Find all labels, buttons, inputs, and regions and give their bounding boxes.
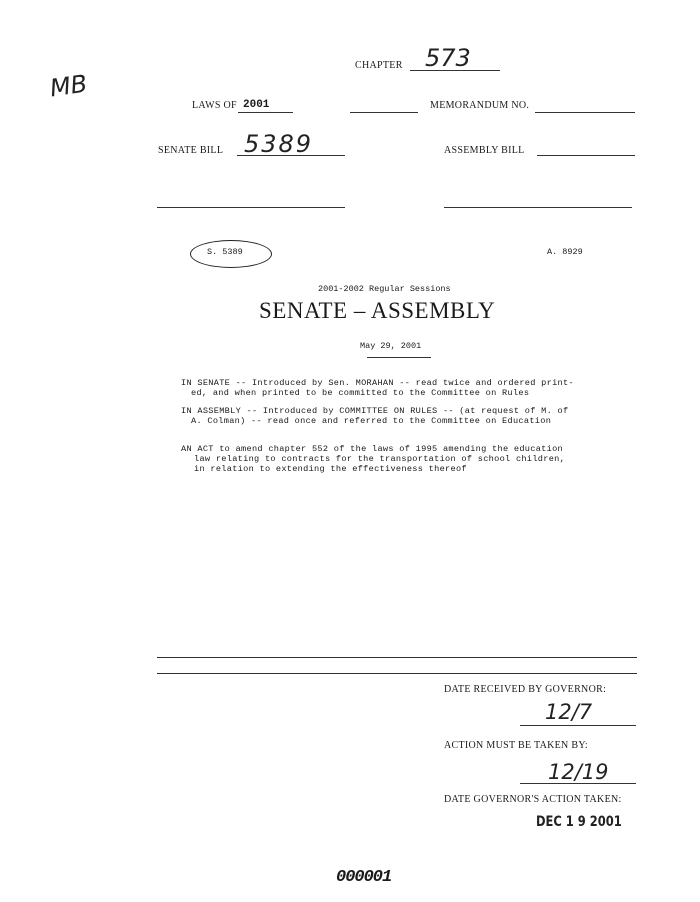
action-taken-label: DATE GOVERNOR'S ACTION TAKEN:	[444, 794, 622, 805]
date-received-line	[520, 725, 636, 726]
footer-rule-1	[157, 657, 637, 658]
laws-of-label: LAWS OF	[192, 100, 237, 111]
chapter-value: 573	[425, 44, 471, 72]
senate-number: S. 5389	[207, 247, 243, 257]
laws-of-value: 2001	[243, 99, 270, 111]
action-by-value: 12/19	[548, 760, 609, 784]
assembly-intro-line-1: IN ASSEMBLY -- Introduced by COMMITTEE ON RULES -- (at request of M. of	[181, 406, 569, 416]
assembly-bill-line	[537, 155, 635, 156]
memorandum-label: MEMORANDUM NO.	[430, 100, 530, 111]
blank-line-left	[157, 207, 345, 208]
blank-line-mid-top	[350, 112, 418, 113]
assembly-bill-label: ASSEMBLY BILL	[444, 145, 525, 156]
senate-intro-line-1: IN SENATE -- Introduced by Sen. MORAHAN -- read twice and ordered print-	[181, 378, 574, 388]
assembly-number: A. 8929	[547, 247, 583, 257]
laws-of-line	[238, 112, 293, 113]
bill-date: May 29, 2001	[360, 341, 422, 351]
date-received-label: DATE RECEIVED BY GOVERNOR:	[444, 684, 607, 695]
act-line-2: law relating to contracts for the transportation of school children,	[194, 454, 566, 464]
senate-intro-line-2: ed, and when printed to be committed to the Committee on Rules	[191, 388, 530, 398]
date-received-value: 12/7	[545, 700, 593, 724]
act-line-1: AN ACT to amend chapter 552 of the laws of 1995 amending the education	[181, 444, 563, 454]
action-taken-stamp: DEC 1 9 2001	[536, 814, 622, 830]
senate-bill-label: SENATE BILL	[158, 145, 224, 156]
document-title: SENATE – ASSEMBLY	[259, 298, 496, 323]
page-number: 000001	[336, 868, 392, 887]
chapter-label: CHAPTER	[355, 60, 403, 71]
footer-rule-2	[157, 673, 637, 674]
action-by-line	[520, 783, 636, 784]
act-line-3: in relation to extending the effectiveness thereof	[194, 464, 467, 474]
margin-initials: MB	[48, 69, 89, 103]
blank-line-right	[444, 207, 632, 208]
date-underline	[367, 357, 431, 358]
memorandum-line	[535, 112, 635, 113]
assembly-intro-line-2: A. Colman) -- read once and referred to the Committee on Education	[191, 416, 552, 426]
session-text: 2001-2002 Regular Sessions	[318, 284, 451, 294]
action-by-label: ACTION MUST BE TAKEN BY:	[444, 740, 589, 751]
senate-bill-value: 5389	[244, 130, 314, 158]
